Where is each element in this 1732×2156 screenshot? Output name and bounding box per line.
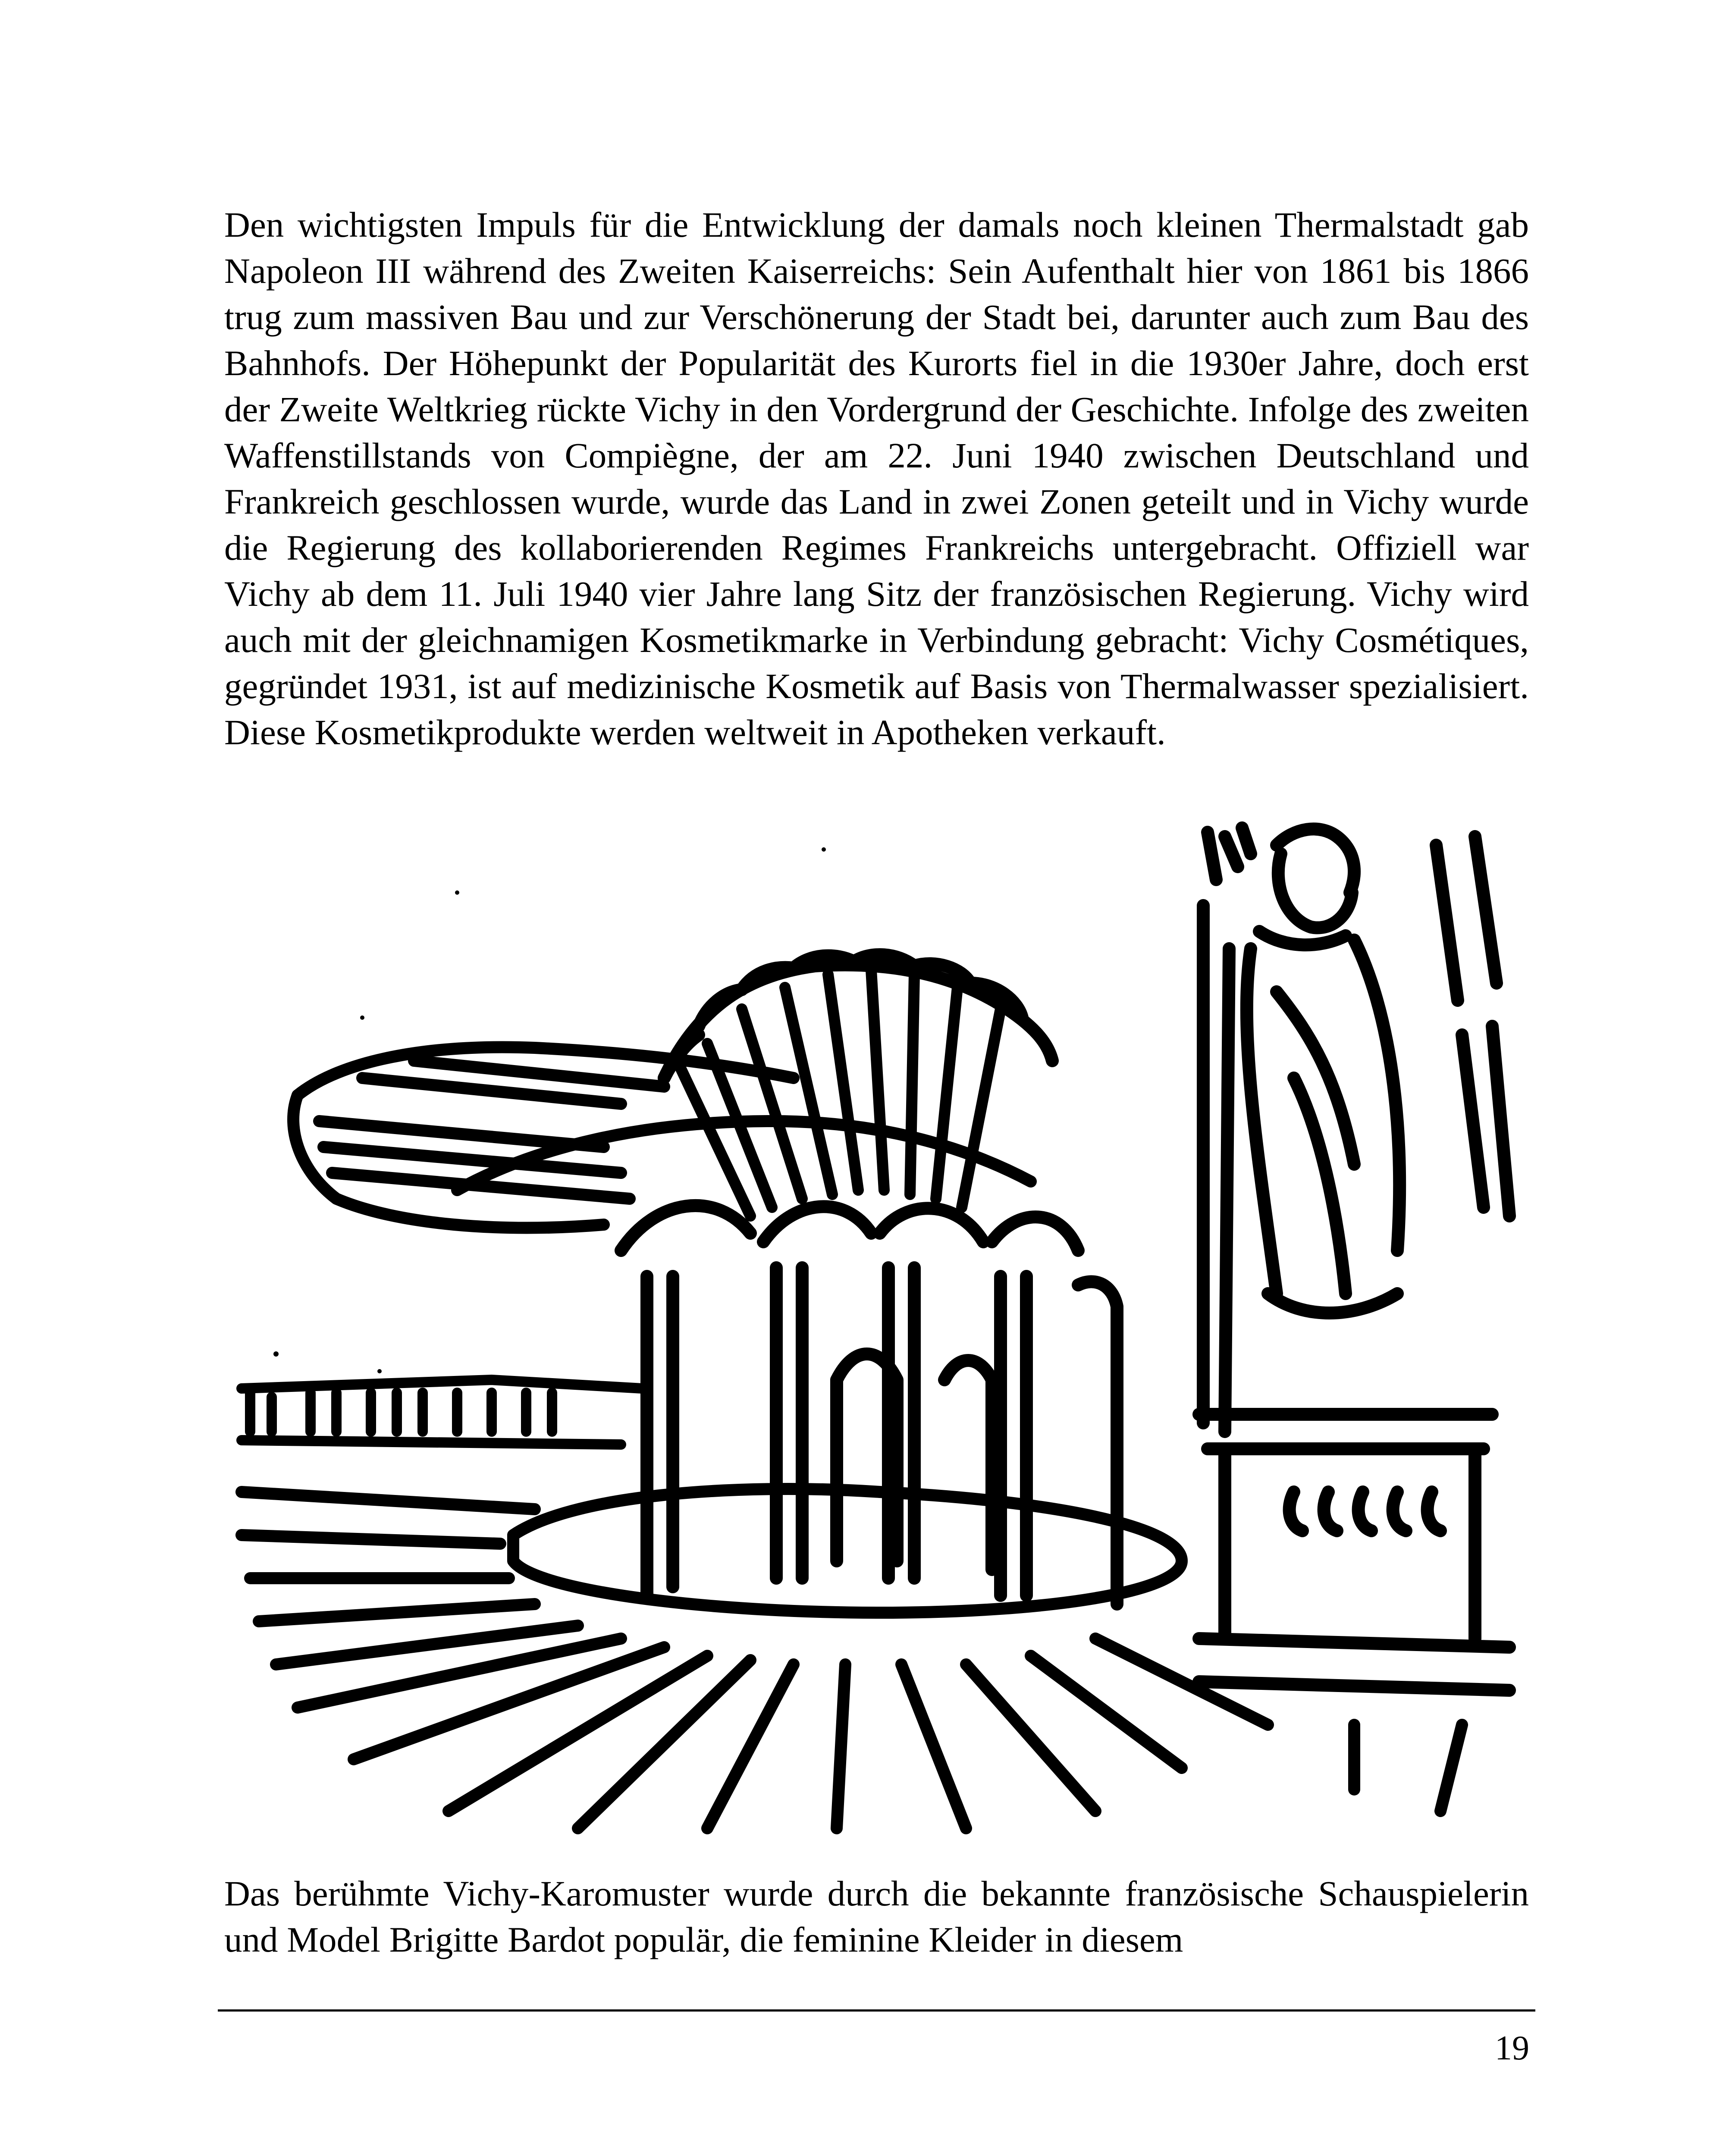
footer-divider [218,2009,1535,2012]
vichy-pavilion-illustration [233,819,1535,1837]
pavement [242,1489,1462,1828]
scan-specks [273,847,826,1373]
pedestal [1199,1414,1509,1690]
body-paragraph-vichy-history: Den wichtigsten Impuls für die Entwicklung der damals noch kleinen Thermalstadt gab Napoleon III während des Zweiten Kaiserreichs: Sein Aufenthalt hier von 1861 bis 1866 trug zum massiven Bau und zur Verschönerung der Stadt bei, darunter auch zum Bau des Bahnhofs. Der Höhepunkt der Popularität des Kurorts fiel in die 1930er Jahre, doch erst der Zweite Weltkrieg rückte Vichy in den Vordergrund der Geschichte. Infolge des zweiten Waffenstillstands von Compiègne, der am 22. Juni 1940 zwischen Deutschland und Frankreich geschlossen wurde, wurde das Land in zwei Zonen geteilt und in Vichy wurde die Regierung des kollaborierenden Regimes Frankreichs untergebracht. Offiziell war Vichy ab dem 11. Juli 1940 vier Jahre lang Sitz der französischen Regierung. Vichy wird auch mit der gleichnamigen Kosmetikmarke in Verbindung gebracht: Vichy Cosmétiques, gegründet 1931, ist auf medizinische Kosmetik auf Basis von Thermalwasser spezialisiert. Diese Kosmetikprodukte werden weltweit in Apotheken verkauft. [224,205,1529,752]
body-paragraph-vichy-pattern: Das berühmte Vichy-Karomuster wurde durch die bekannte französische Schauspielerin und Model Brigitte Bardot populär, die feminine Kleider in diesem [224,1874,1529,1959]
page-number: 19 [1495,2029,1529,2067]
pavilion-structure [621,1206,1117,1604]
distant-buildings [242,1380,643,1445]
statue [1203,828,1509,1432]
